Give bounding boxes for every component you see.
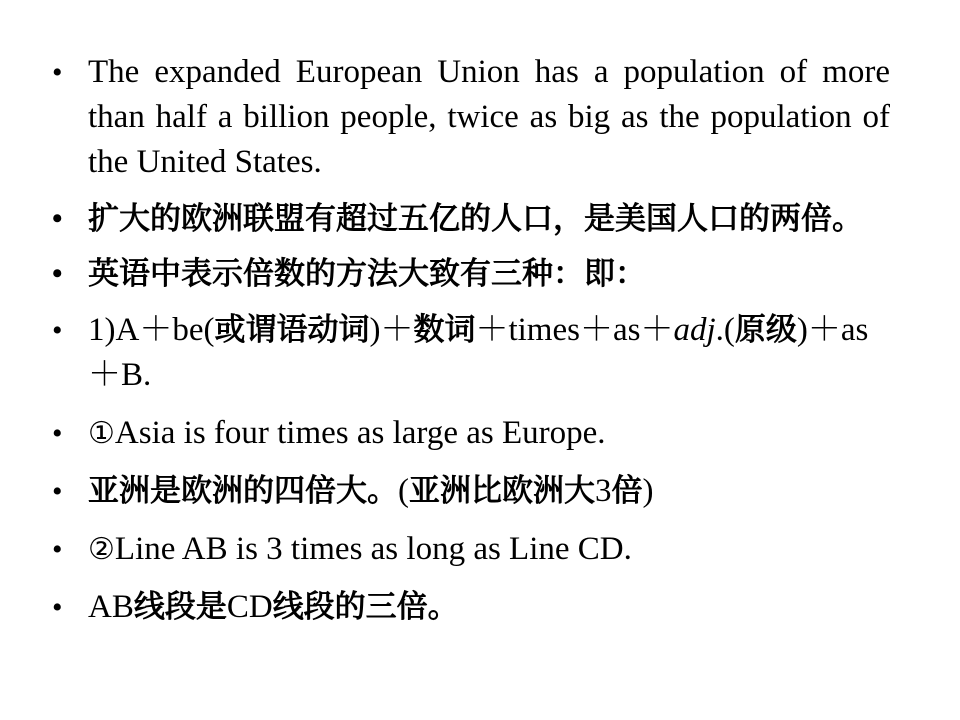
item-text: Line AB is 3 times as long as Line CD. <box>114 531 632 567</box>
list-item-population-chinese <box>50 198 890 240</box>
item-text: The expanded European Union has a population of more than half a billion people, twice as big as the population of the United States. <box>88 54 890 180</box>
translation-part: 倍 <box>611 473 643 509</box>
bullet-icon: • <box>52 533 63 566</box>
bullet-icon: • <box>52 591 63 624</box>
translation-part: 线段是 <box>133 589 227 625</box>
translation-part: 3 <box>595 473 612 509</box>
item-text: 扩大的欧洲联盟有超过五亿的人口，是美国人口的两倍。 <box>88 201 863 237</box>
item-text: 英语中表示倍数的方法大致有三种：即： <box>88 256 646 292</box>
formula-part: )＋ <box>369 312 414 348</box>
translation-part: 亚洲比欧洲大 <box>409 473 595 509</box>
formula-part: 或谓语动词 <box>214 312 370 348</box>
bullet-icon: • <box>52 314 63 347</box>
translation-part: ( <box>398 473 409 509</box>
formula-part: .( <box>715 312 735 348</box>
translation-part: CD <box>226 589 273 625</box>
list-item-example-1-translation <box>50 469 890 514</box>
translation-part: 亚洲是欧洲的四倍大。 <box>88 473 398 509</box>
bullet-icon: • <box>52 257 63 290</box>
translation-part: ) <box>642 473 654 509</box>
list-item-example-2-translation <box>50 585 890 630</box>
list-item-example-1 <box>50 411 890 456</box>
formula-part: 数词 <box>413 312 476 348</box>
circled-number-1: ① <box>88 416 115 451</box>
translation-part: 线段的三倍。 <box>272 589 459 625</box>
bullet-icon: • <box>52 475 63 508</box>
list-item-example-2 <box>50 527 890 572</box>
bullet-icon: • <box>52 202 63 235</box>
formula-part: 原级 <box>734 312 797 348</box>
bullet-icon: • <box>52 417 63 450</box>
item-text: Asia is four times as large as Europe. <box>114 415 606 451</box>
formula-part: )＋as＋B. <box>88 312 869 393</box>
bullet-icon: • <box>52 56 63 89</box>
formula-part: adj <box>673 312 716 348</box>
circled-number-2: ② <box>88 532 115 567</box>
formula-part: 1)A＋be( <box>88 312 215 348</box>
translation-part: AB <box>88 589 134 625</box>
list-item-formula <box>50 308 890 398</box>
list-item-population-english <box>50 50 890 185</box>
bullet-list <box>50 50 890 643</box>
list-item-methods-intro <box>50 253 890 295</box>
formula-part: ＋times＋as＋ <box>475 312 674 348</box>
